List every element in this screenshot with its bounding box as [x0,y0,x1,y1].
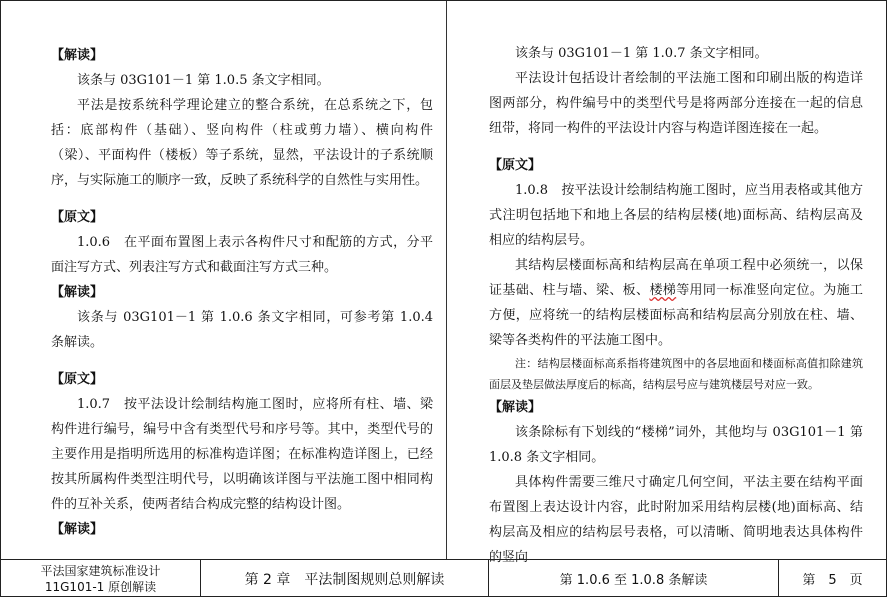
book-title-line1: 平法国家建筑标准设计 [40,563,161,578]
left-column [51,43,433,542]
heading-jiedu: 【解读】 [51,48,104,63]
paragraph [489,253,863,353]
heading-yuanwen: 【原文】 [51,372,104,387]
right-column [489,41,863,570]
footer-chapter: 第 2 章 平法制图规则总则解读 [201,560,489,597]
heading-jiedu: 【解读】 [51,285,104,300]
footer-book-title [1,560,201,597]
paragraph: 该条与 03G101－1 第 1.0.5 条文字相同。 [77,73,330,88]
book-title-line2: 11G101-1 原创解读 [44,579,157,594]
clause-1-0-7: 1.0.7 按平法设计绘制结构施工图时，应将所有柱、墙、梁构件进行编号，编号中含有类型代号和序号等。其中，类型代号的主要作用是指明所选用的标准构造详图；在标准构造详图上，已经按其所属构件类型注明代号，以明确该详图与平法施工图中相同构件的互补关系，使两者结合构成完整的结构设计图。 [51,397,433,512]
footer-page-number: 第 5 页 [802,573,863,588]
clause-1-0-8: 1.0.8 按平法设计绘制结构施工图时，应当用表格或其他方式注明包括地下和地上各层的结构层楼(地)面标高、结构层高及相应的结构层号。 [489,183,863,248]
heading-jiedu: 【解读】 [489,400,542,415]
column-divider [446,1,447,559]
paragraph: 平法是按系统科学理论建立的整合系统，在总系统之下，包括：底部构件（基础）、竖向构件（柱或剪力墙）、横向构件（梁）、平面构件（楼板）等子系统，显然，平法设计的子系统顺序，与实际施工的顺序一致，反映了系统科学的自然性与实用性。 [51,98,433,188]
footer-section: 第 1.0.6 至 1.0.8 条解读 [489,560,779,597]
paragraph: 平法设计包括设计者绘制的平法施工图和印刷出版的构造详图两部分，构件编号中的类型代号是将两部分连接在一起的信息纽带，将同一构件的平法设计内容与构造详图连接在一起。 [489,71,863,136]
heading-yuanwen: 【原文】 [51,210,104,225]
text-run: 等用同一标准竖向定位。为施工方便，应将统一的结构层楼面标高和结构层高分别放在柱、墙、梁等各类构件的平法施工图中。 [489,283,863,348]
heading-jiedu: 【解读】 [51,522,104,537]
text-run: 其结构层楼面标高和结构层高在单项工程中必须统一，以保证基础、柱与墙、梁、板、 [489,258,863,298]
paragraph: 该条与 03G101－1 第 1.0.7 条文字相同。 [515,46,768,61]
clause-1-0-6: 1.0.6 在平面布置图上表示各构件尺寸和配筋的方式，分平面注写方式、列表注写方式和截面注写方式三种。 [51,235,433,275]
heading-yuanwen: 【原文】 [489,158,542,173]
paragraph: 该条除标有下划线的“楼梯”词外，其他均与 03G101－1 第 1.0.8 条文字相同。 [489,425,863,465]
note: 注：结构层楼面标高系指将建筑图中的各层地面和楼面标高值扣除建筑面层及垫层做法厚度后的标高，结构层号应与建筑楼层号对应一致。 [489,357,863,391]
paragraph: 具体构件需要三维尺寸确定几何空间，平法主要在结构平面布置图上表达设计内容，此时附加采用结构层楼(地)面标高、结构层高及相应的结构层号表格，可以清晰、简明地表达具体构件的竖向 [489,475,863,565]
underlined-word: 楼梯 [649,283,677,298]
paragraph: 该条与 03G101－1 第 1.0.6 条文字相同，可参考第 1.0.4 条解读。 [51,310,433,350]
page-footer [1,559,886,597]
